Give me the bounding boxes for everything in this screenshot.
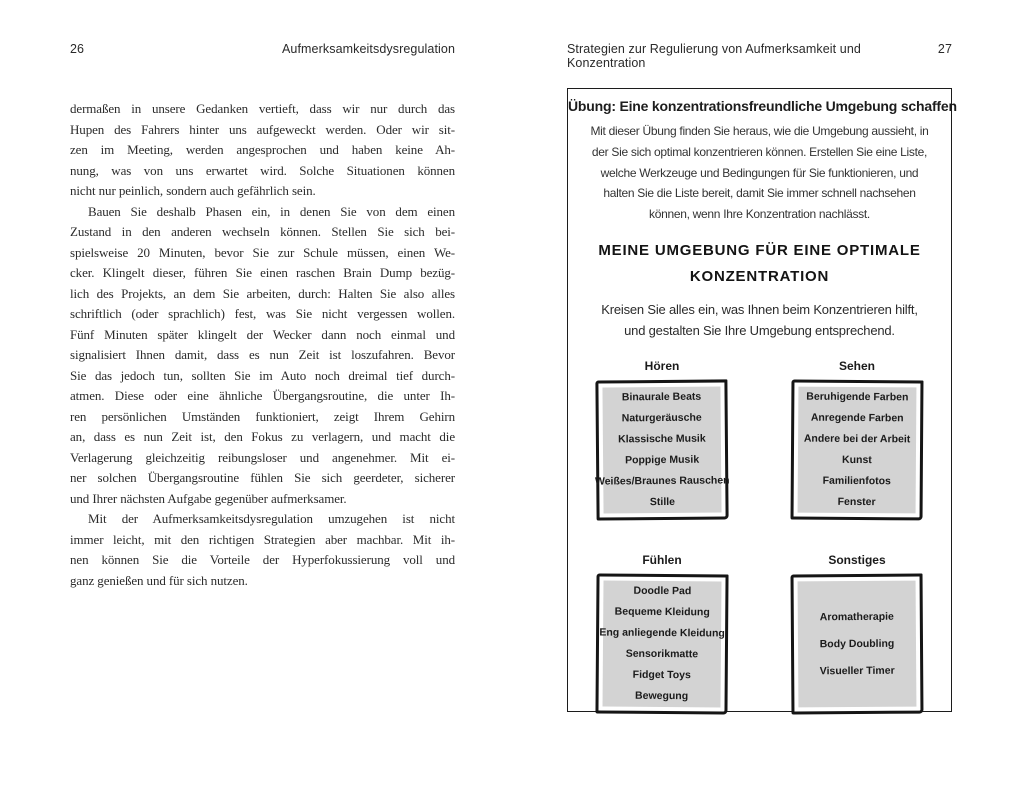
- paragraph: [70, 202, 455, 510]
- category-item: Naturgeräusche: [621, 411, 702, 425]
- category-box: [791, 380, 924, 521]
- category-item: Beruhigende Farben: [806, 390, 909, 404]
- body-line: Sie das jedoch tun, sollten Sie im Auto noch dreimal tief durch-: [70, 367, 455, 383]
- category-cell: [596, 358, 728, 520]
- intro-line: können, wenn Ihre Konzentration nachlässt.: [649, 207, 870, 222]
- category-item: Body Doubling: [819, 637, 895, 650]
- category-item: Andere bei der Arbeit: [803, 432, 911, 446]
- body-line: nen können Sie die Vorteile der Hyperfokussierung voll und: [70, 552, 455, 567]
- category-item: Familienfotos: [822, 474, 891, 488]
- body-line: und Ihrer nächsten Aufgabe gegenüber aufmerksamer.: [70, 490, 347, 506]
- body-line: lich des Projekts, an dem Sie arbeiten, durch: Halten Sie also alles: [70, 285, 455, 301]
- category-item: Klassische Musik: [618, 432, 706, 446]
- worksheet-instruction: [568, 299, 951, 341]
- category-item: Anregende Farben: [810, 411, 904, 425]
- body-line: Hupen des Fahrers hinter uns aufgeweckt werden. Oder wir sit-: [70, 121, 455, 137]
- left-running-head: Aufmerksamkeitsdysregulation: [281, 42, 455, 56]
- category-item: Weißes/Braunes Rauschen: [594, 474, 730, 488]
- right-page-header: [567, 42, 952, 70]
- category-item: Bewegung: [634, 689, 689, 703]
- left-page-number: 26: [70, 42, 85, 56]
- body-line: Verlagerung gleichzeitig reibungsloser und angenehmer. Mit ei-: [70, 449, 455, 465]
- worksheet-title: [568, 238, 951, 290]
- category-box-inner: [798, 581, 917, 708]
- category-item: Poppige Musik: [624, 453, 700, 467]
- category-box: [791, 574, 924, 715]
- category-label: Sehen: [838, 358, 875, 373]
- body-line: Zustand in den anderen wechseln können. Stellen Sie sich bei-: [70, 224, 455, 239]
- worksheet-title-line: MEINE UMGEBUNG FÜR EINE OPTIMALE: [598, 241, 921, 259]
- body-line: nung, was von uns erwartet wird. Solche Situationen können: [70, 162, 455, 178]
- intro-line: der Sie sich optimal konzentrieren können. Erstellen Sie eine Liste,: [591, 144, 928, 159]
- intro-line: Mit dieser Übung finden Sie heraus, wie die Umgebung aussieht, in: [590, 124, 929, 138]
- body-line: ner solchen Übergangsroutine fühlen Sie sich geerdeter, sicherer: [70, 470, 455, 485]
- body-text: [70, 99, 455, 591]
- category-item: Stille: [649, 495, 676, 509]
- right-page: [510, 0, 1020, 812]
- category-item: Binaurale Beats: [621, 390, 702, 404]
- body-line: an, dass es nun Zeit ist, den Fokus zu verlagern, und macht die: [70, 429, 455, 444]
- body-line: Fünf Minuten später klingelt der Wecker dann noch einmal und: [70, 326, 455, 342]
- category-item: Fenster: [837, 495, 876, 509]
- category-cell: [791, 358, 923, 520]
- body-line: Mit der Aufmerksamkeitsdysregulation umzugehen ist nicht: [88, 511, 455, 526]
- exercise-box: [567, 88, 957, 712]
- intro-line: welche Werkzeuge und Bedingungen für Sie funktionieren, und: [600, 165, 919, 180]
- category-item: Aromatherapie: [819, 610, 894, 623]
- category-cell: [791, 552, 923, 714]
- body-line: Bauen Sie deshalb Phasen ein, in denen Sie von dem einen: [88, 203, 455, 219]
- category-grid: [568, 358, 951, 714]
- category-item: Kunst: [842, 453, 872, 467]
- category-box-inner: [594, 386, 730, 513]
- body-line: ren persönlichen Umständen funktioniert, zeigt Ihrem Gehirn: [70, 408, 455, 424]
- right-running-head: Strategien zur Regulierung von Aufmerksamkeit und Konzentration: [567, 42, 861, 70]
- body-line: spielsweise 20 Minuten, bevor Sie zur Schule müssen, einen We-: [70, 244, 455, 260]
- body-line: cker. Klingelt dieser, führen Sie einen raschen Brain Dump bezüg-: [70, 265, 455, 280]
- left-page-header: [70, 42, 455, 56]
- body-line: schriftlich (oder sprachlich) fest, was Sie nicht vergessen wollen.: [70, 306, 455, 321]
- category-label: Fühlen: [642, 552, 682, 567]
- category-item: Eng anliegende Kleidung: [599, 626, 725, 640]
- category-item: Sensorikmatte: [625, 647, 699, 661]
- category-item: Visueller Timer: [819, 664, 895, 677]
- worksheet-title-line: KONZENTRATION: [689, 267, 830, 285]
- instruction-line: und gestalten Sie Ihre Umgebung entsprechend.: [624, 322, 895, 338]
- category-item: Fidget Toys: [632, 668, 691, 682]
- category-label: Sonstiges: [828, 552, 886, 567]
- instruction-line: Kreisen Sie alles ein, was Ihnen beim Konzentrieren hilft,: [601, 301, 918, 317]
- intro-line: halten Sie die Liste bereit, damit Sie immer schnell nachsehen: [603, 186, 916, 201]
- body-line: ganz genießen und für sich nutzen.: [70, 572, 248, 588]
- category-box-inner: [798, 387, 917, 514]
- body-line: immer leicht, mit den richtigen Strategien aber machbar. Mit ih-: [70, 531, 455, 547]
- category-item: Bequeme Kleidung: [614, 605, 710, 619]
- body-line: signalisiert Ihnen damit, dass es nun Zeit ist loszufahren. Bevor: [70, 347, 455, 362]
- body-line: zen im Meeting, werden angesprochen und haben keine Ah-: [70, 142, 455, 157]
- body-line: nicht nur peinlich, sondern auch gefährlich sein.: [70, 183, 316, 198]
- category-box-inner: [599, 581, 725, 708]
- category-box: [595, 573, 728, 714]
- right-page-number: 27: [937, 42, 952, 56]
- category-label: Hören: [644, 358, 680, 373]
- paragraph: [70, 99, 455, 202]
- exercise-title: Übung: Eine konzentrationsfreundliche Umgebung schaffen: [568, 98, 957, 114]
- exercise-intro: [568, 121, 951, 225]
- category-box: [595, 379, 728, 520]
- body-line: atmen. Diese oder eine ähnliche Übergangsroutine, die unter Ih-: [70, 388, 455, 403]
- category-item: Doodle Pad: [633, 584, 692, 598]
- body-line: dermaßen in unsere Gedanken vertieft, dass wir nur durch das: [70, 101, 455, 116]
- category-cell: [596, 552, 728, 714]
- paragraph: [70, 509, 455, 591]
